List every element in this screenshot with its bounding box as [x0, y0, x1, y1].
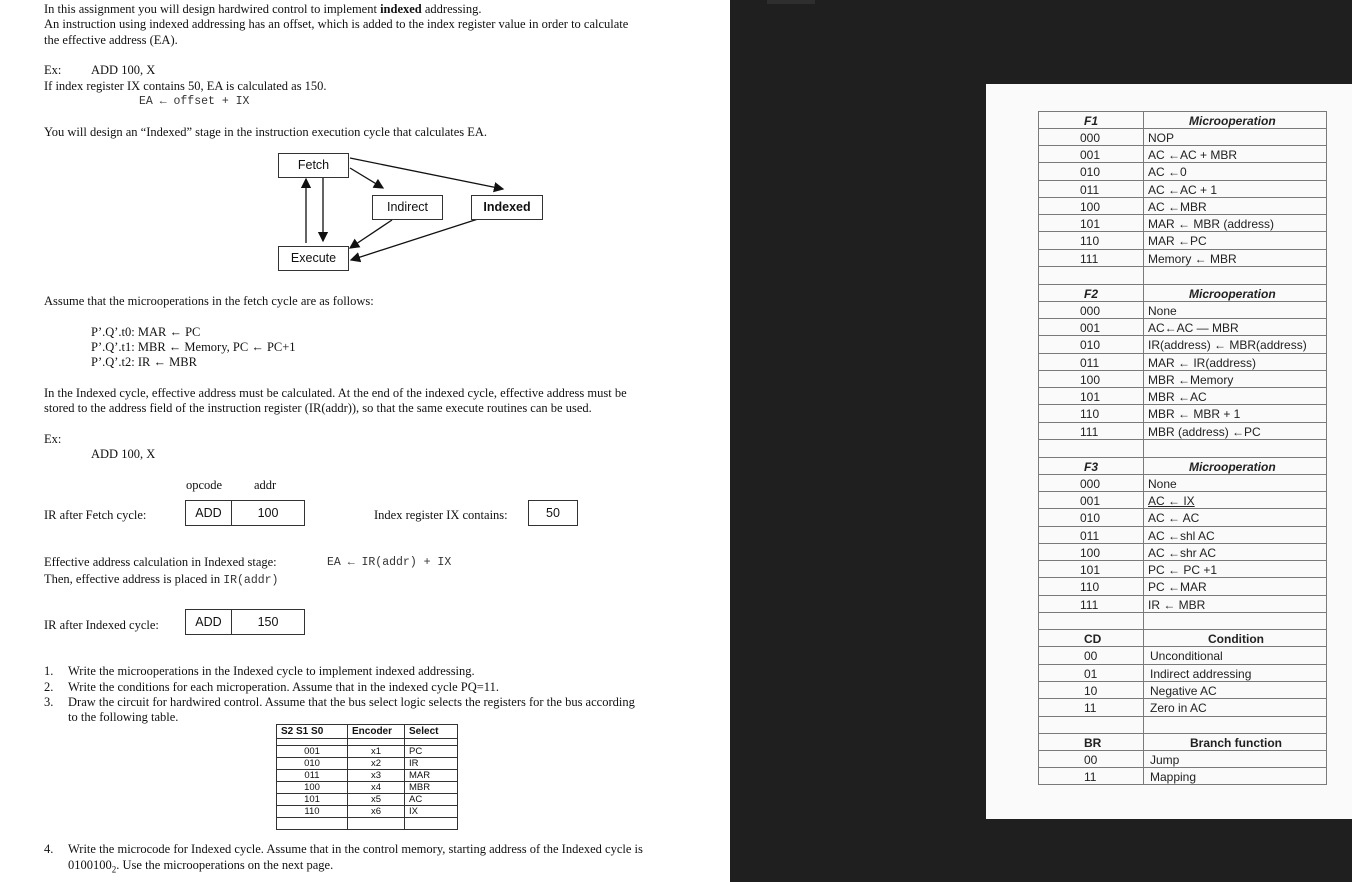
ix-label: Index register IX contains:	[374, 508, 508, 522]
select-register: MAR	[405, 770, 458, 782]
f3-header-code: F3	[1084, 460, 1099, 474]
select-header-select: Select	[405, 725, 458, 739]
select-encoder: x6	[348, 806, 405, 818]
intro-line-1	[44, 2, 481, 17]
bus-select-table	[276, 724, 458, 830]
f3-microop: None	[1148, 477, 1177, 491]
select-encoder: x2	[348, 758, 405, 770]
select-header-bits: S2 S1 S0	[277, 725, 348, 739]
f3-microop: AC ← AC	[1148, 511, 1200, 525]
task-3-continuation: to the following table.	[68, 710, 179, 724]
f1-code: 000	[1080, 131, 1101, 145]
ir-indexed-opcode: ADD	[185, 609, 232, 635]
example-instruction: ADD 100, X	[91, 63, 156, 77]
ea-calc-formula: EA ← IR(addr) + IX	[327, 556, 452, 569]
f3-microop: IR ← MBR	[1148, 598, 1206, 612]
select-encoder: x1	[348, 746, 405, 758]
fetch-op-t1: P’.Q’.t1: MBR ← Memory, PC ← PC+1	[91, 340, 296, 354]
task-2-text: Write the conditions for each microperation. Assume that in the indexed cycle PQ=11.	[68, 680, 499, 694]
example-label: Ex:	[44, 63, 62, 77]
task-3-num: 3.	[44, 695, 54, 709]
indirect-state: Indirect	[372, 195, 443, 220]
cd-code: 01	[1084, 667, 1098, 681]
br-header-function: Branch function	[1190, 736, 1282, 750]
fetch-intro: Assume that the microoperations in the fetch cycle are as follows:	[44, 294, 374, 308]
fetch-state: Fetch	[278, 153, 349, 178]
ir-fetch-label: IR after Fetch cycle:	[44, 508, 147, 522]
f1-header-microop: Microoperation	[1189, 114, 1276, 128]
f3-code: 001	[1080, 494, 1101, 508]
cd-condition: Indirect addressing	[1150, 667, 1252, 681]
table-row	[277, 794, 458, 806]
f2-code: 110	[1080, 407, 1100, 421]
select-bits: 101	[277, 794, 348, 806]
ea-calc-label: Effective address calculation in Indexed stage:	[44, 555, 277, 569]
f3-code: 101	[1080, 563, 1101, 577]
task-1-text: Write the microoperations in the Indexed cycle to implement indexed addressing.	[68, 664, 475, 678]
f2-code: 011	[1080, 356, 1100, 370]
br-code: 00	[1084, 753, 1098, 767]
fetch-op-t2: P’.Q’.t2: IR ← MBR	[91, 355, 197, 369]
f2-microop: MAR ← IR(address)	[1148, 356, 1257, 370]
task-4-text: Write the microcode for Indexed cycle. Assume that in the control memory, starting address of the Indexed cycle is	[68, 842, 643, 856]
f3-code: 011	[1080, 529, 1100, 543]
f2-code: 001	[1080, 321, 1101, 335]
select-register: PC	[405, 746, 458, 758]
example2-instruction: ADD 100, X	[91, 447, 156, 461]
f2-code: 111	[1080, 425, 1099, 439]
select-bits: 010	[277, 758, 348, 770]
f1-code: 100	[1080, 200, 1101, 214]
f1-microop: AC ←AC + 1	[1148, 183, 1218, 197]
br-function: Jump	[1150, 753, 1180, 767]
f2-code: 000	[1080, 304, 1101, 318]
start-address: 0100100	[68, 858, 112, 872]
f1-code: 010	[1080, 165, 1101, 179]
f1-code: 110	[1080, 234, 1100, 248]
viewer-tab-strip	[767, 0, 815, 4]
arrow-indexed-to-execute	[351, 219, 478, 260]
f3-code: 110	[1080, 580, 1100, 594]
f1-header-code: F1	[1084, 114, 1099, 128]
f3-code: 000	[1080, 477, 1101, 491]
select-bits: 001	[277, 746, 348, 758]
table-row	[277, 758, 458, 770]
cd-code: 10	[1084, 684, 1098, 698]
task-2-num: 2.	[44, 680, 54, 694]
table-row	[277, 770, 458, 782]
f1-code: 011	[1080, 183, 1100, 197]
intro-text: In this assignment you will design hardwired control to implement	[44, 2, 381, 16]
cd-condition: Unconditional	[1150, 649, 1223, 663]
f1-microop: MAR ←PC	[1148, 234, 1207, 248]
f1-code: 001	[1080, 148, 1101, 162]
f2-code: 100	[1080, 373, 1101, 387]
table-row	[277, 806, 458, 818]
select-bits: 011	[277, 770, 348, 782]
design-instruction: You will design an “Indexed” stage in the instruction execution cycle that calculates EA.	[44, 125, 488, 139]
f3-header-microop: Microoperation	[1189, 460, 1276, 474]
br-header-code: BR	[1084, 736, 1102, 750]
f3-microop: PC ← PC +1	[1148, 563, 1218, 577]
indexed-explanation-1: In the Indexed cycle, effective address must be calculated. At the end of the indexed cycle, effective address must be	[44, 386, 627, 400]
task-3-text: Draw the circuit for hardwired control. Assume that the bus select logic selects the registers for the bus according	[68, 695, 635, 709]
table-row	[277, 746, 458, 758]
start-address-base: 2	[111, 864, 117, 875]
f2-microop: MBR ← MBR + 1	[1148, 407, 1241, 421]
ir-fetch-addr: 100	[231, 500, 305, 526]
example2-label: Ex:	[44, 432, 62, 446]
f3-microop: AC ←shr AC	[1148, 546, 1217, 560]
f2-code: 101	[1080, 390, 1101, 404]
select-bits: 100	[277, 782, 348, 794]
select-header-encoder: Encoder	[348, 725, 405, 739]
ir-opcode-header: opcode	[186, 478, 223, 492]
select-register: IR	[405, 758, 458, 770]
f1-code: 101	[1080, 217, 1101, 231]
intro-text-end: addressing.	[421, 2, 482, 16]
example-description: If index register IX contains 50, EA is calculated as 150.	[44, 79, 327, 93]
f2-microop: None	[1148, 304, 1177, 318]
task-4-tail: . Use the microoperations on the next page.	[116, 858, 334, 872]
f2-microop: AC←AC — MBR	[1148, 321, 1239, 335]
select-encoder: x4	[348, 782, 405, 794]
f3-microop: AC ← IX	[1148, 494, 1195, 508]
intro-line-3: the effective address (EA).	[44, 33, 178, 47]
ir-indexed-label: IR after Indexed cycle:	[44, 618, 159, 632]
cd-code: 11	[1084, 701, 1097, 715]
f1-microop: NOP	[1148, 131, 1175, 145]
select-register: IX	[405, 806, 458, 818]
cd-condition: Negative AC	[1150, 684, 1217, 698]
ea-placed-register: IR(addr)	[223, 574, 279, 587]
ir-fetch-opcode: ADD	[185, 500, 232, 526]
f1-microop: AC ←0	[1148, 165, 1187, 179]
ea-placed-text: Then, effective address is placed in	[44, 572, 224, 586]
br-function: Mapping	[1150, 770, 1197, 784]
f3-code: 100	[1080, 546, 1101, 560]
arrow-indirect-to-execute	[350, 220, 392, 248]
f3-microop: AC ←shl AC	[1148, 529, 1215, 543]
select-register: MBR	[405, 782, 458, 794]
f1-microop: MAR ← MBR (address)	[1148, 217, 1275, 231]
f3-code: 010	[1080, 511, 1101, 525]
arrow-fetch-to-indexed	[350, 158, 503, 189]
table-row	[277, 782, 458, 794]
intro-bold: indexed	[380, 2, 422, 16]
f1-code: 111	[1080, 252, 1099, 266]
task-4-continuation	[68, 858, 333, 878]
f1-microop: Memory ← MBR	[1148, 252, 1237, 266]
select-register: AC	[405, 794, 458, 806]
select-encoder: x5	[348, 794, 405, 806]
f2-code: 010	[1080, 338, 1101, 352]
ix-value: 50	[528, 500, 578, 526]
ir-addr-header: addr	[254, 478, 277, 492]
ea-formula: EA ← offset + IX	[139, 95, 250, 108]
indexed-explanation-2: stored to the address field of the instruction register (IR(addr)), so that the same execute routines can be used.	[44, 401, 592, 415]
f2-microop: IR(address) ← MBR(address)	[1148, 338, 1307, 352]
task-1-num: 1.	[44, 664, 54, 678]
ir-indexed-addr: 150	[231, 609, 305, 635]
arrow-fetch-to-indirect	[350, 168, 383, 188]
task-4-num: 4.	[44, 842, 54, 856]
f2-header-code: F2	[1084, 287, 1099, 301]
ea-placed-line	[44, 572, 278, 588]
cd-code: 00	[1084, 649, 1098, 663]
f2-header-microop: Microoperation	[1189, 287, 1276, 301]
br-code: 11	[1084, 770, 1097, 784]
f3-code: 111	[1080, 598, 1099, 612]
f2-microop: MBR ←AC	[1148, 390, 1207, 404]
cd-header-condition: Condition	[1208, 632, 1264, 646]
execute-state: Execute	[278, 246, 349, 271]
cd-header-code: CD	[1084, 632, 1102, 646]
intro-line-2: An instruction using indexed addressing has an offset, which is added to the index register value in order to calculate	[44, 17, 629, 31]
indexed-state: Indexed	[471, 195, 543, 220]
f2-microop: MBR ←Memory	[1148, 373, 1234, 387]
f2-microop: MBR (address) ←PC	[1148, 425, 1261, 439]
f1-microop: AC ←MBR	[1148, 200, 1207, 214]
cd-condition: Zero in AC	[1150, 701, 1207, 715]
select-bits: 110	[277, 806, 348, 818]
f1-microop: AC ←AC + MBR	[1148, 148, 1238, 162]
f3-microop: PC ←MAR	[1148, 580, 1207, 594]
fetch-op-t0: P’.Q’.t0: MAR ← PC	[91, 325, 201, 339]
select-encoder: x3	[348, 770, 405, 782]
